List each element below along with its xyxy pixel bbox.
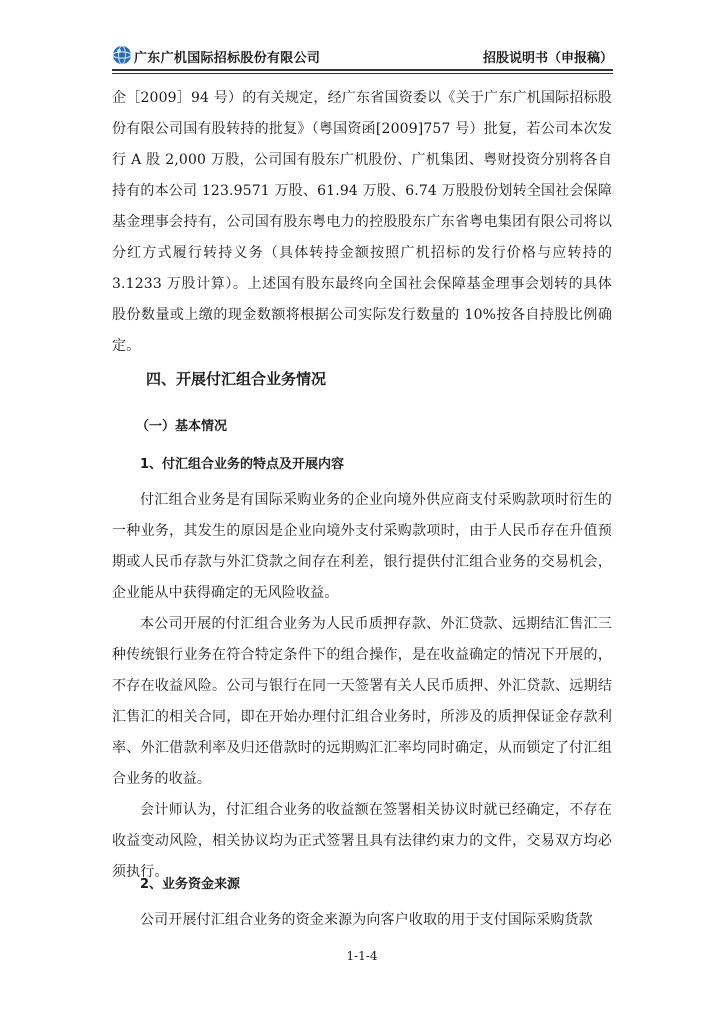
item1-paragraph-1: 付汇组合业务是有国际采购业务的企业向境外供应商支付采购款项时衍生的一种业务，其发生的原因是企业向境外支付采购款项时，由于人民币存在升值预期或人民币存款与外汇贷款之间存在利差，银行提供付汇组合业务的交易机会，企业能从中获得确定的无风险收益。 (112, 492, 612, 601)
item2-title: 2、业务资金来源 (140, 877, 241, 892)
item2-paragraph: 公司开展付汇组合业务的资金来源为向客户收取的用于支付国际采购货款 (140, 912, 593, 928)
page-number: 1-1-4 (346, 949, 378, 963)
item1-paragraph-2: 本公司开展的付汇组合业务为人民币质押存款、外汇贷款、远期结汇售汇三种传统银行业务在符合特定条件下的组合操作，是在收益确定的情况下开展的，不存在收益风险。公司与银行在同一天签署有关人民币质押、外汇贷款、远期结汇售汇的相关合同，即在开始办理付汇组合业务时，所涉及的质押保证金存款利率、外汇借款利率及归还借款时的远期购汇汇率均同时确定，从而锁定了付汇组合业务的收益。 (112, 616, 612, 787)
item1-title: 1、付汇组合业务的特点及开展内容 (140, 457, 345, 472)
subsection-title: （一）基本情况 (136, 419, 228, 434)
header-company-name: 广东广机国际招标股份有限公司 (134, 51, 321, 66)
item1-paragraph-3: 会计师认为，付汇组合业务的收益额在签署相关协议时就已经确定，不存在收益变动风险，相关协议均为正式签署且具有法律约束力的文件，交易双方均必须执行。 (112, 802, 612, 880)
page-header (112, 43, 613, 71)
intro-paragraph: 企［2009］94 号）的有关规定，经广东省国资委以《关于广东广机国际招标股份有限公司国有股转持的批复》（粤国资函[2009]757 号）批复，若公司本次发行 A 股 2,000 万股，公司国有股东广机股份、广机集团、粤财投资分别将各自持有的本公司 123.9571 万股、61.94 万股、6.74 万股股份划转全国社会保障基金理事会持有，公司国有股东粤电力的控股股东广东省粤电集团有限公司将以分红方式履行转持义务（具体转持金额按照广机招标的发行价格与应转持的 3.1233 万股计算）。上述国有股东最终向全国社会保障基金理事会划转的具体股份数量或上缴的现金数额将根据公司实际发行数量的 10%按各自持股比例确定。 (112, 90, 612, 354)
section-title: 四、开展付汇组合业务情况 (146, 370, 327, 388)
company-logo-icon (112, 45, 132, 65)
header-document-title: 招股说明书（申报稿） (482, 51, 613, 66)
header-divider (112, 69, 613, 71)
header-divider-thin (112, 73, 613, 74)
